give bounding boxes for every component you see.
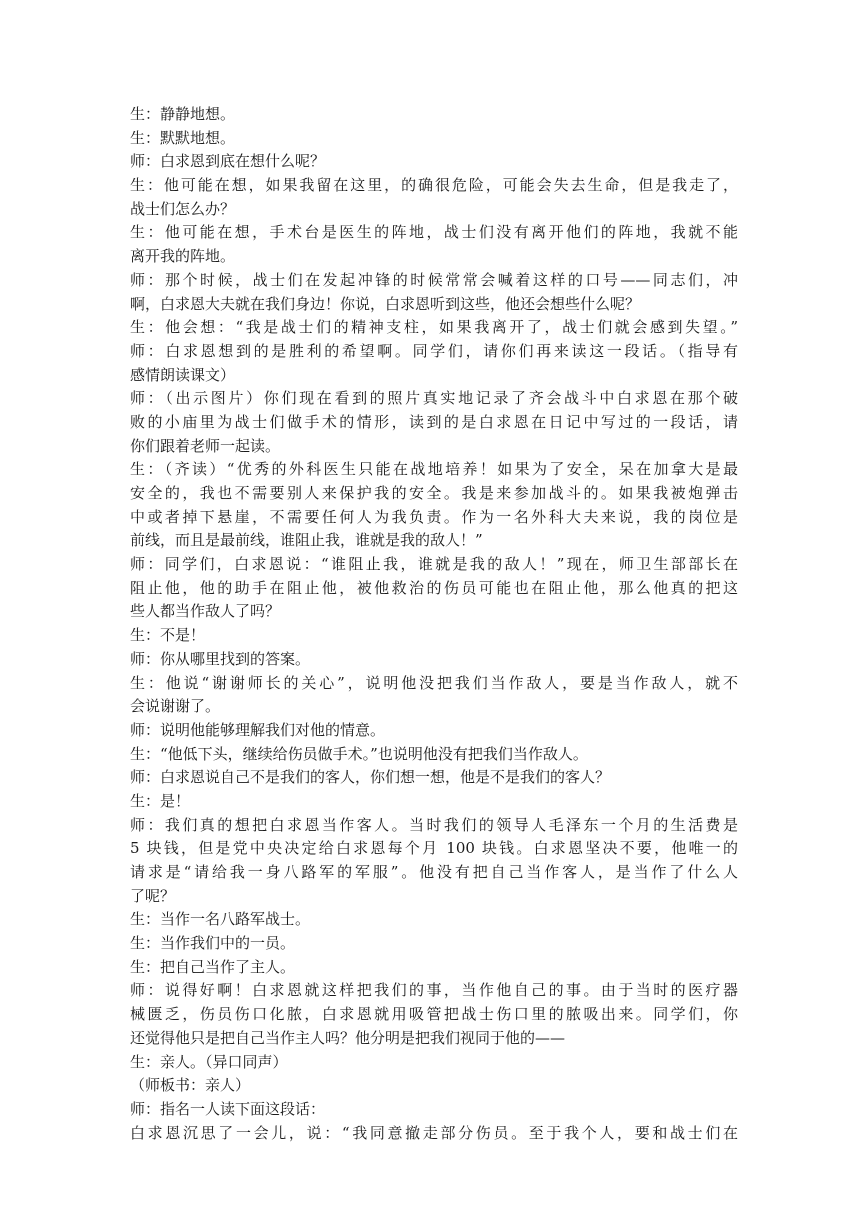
text-line: 离开我的阵地。 (130, 247, 236, 266)
text-line: 生：当作我们中的一员。 (130, 934, 296, 953)
text-line: 安全的，我也不需要别人来保护我的安全。我是来参加战斗的。如果我被炮弹击 (130, 484, 738, 502)
text-line: 生：静静地想。 (130, 105, 236, 123)
text-line: 前线，而且是最前线，谁阻止我，谁就是我的敌人！” (130, 531, 483, 550)
text-line: 生：亲人。（异口同声） (130, 1052, 288, 1071)
text-line: 生：把自己当作了主人。 (130, 957, 296, 976)
text-line: 师：白求恩想到的是胜利的希望啊。同学们，请你们再来读这一段话。（指导有 (130, 341, 738, 360)
text-line: 生：（齐读）“优秀的外科医生只能在战地培养！如果为了安全，呆在加拿大是最 (130, 460, 738, 479)
text-line: 战士们怎么办？ (130, 199, 236, 218)
text-line: 师：说得好啊！白求恩就这样把我们的事，当作他自己的事。由于当时的医疗器 (130, 981, 738, 1000)
text-line: 了呢？ (130, 886, 176, 905)
text-line: 会说谢谢了。 (130, 697, 221, 716)
text-line: 师：说明他能够理解我们对他的情意。 (130, 720, 386, 739)
text-line: 生：当作一名八路军战士。 (130, 910, 311, 929)
text-line: 师：那个时候，战士们在发起冲锋的时候常常会喊着这样的口号——同志们，冲 (130, 270, 738, 289)
document-body (130, 103, 738, 1145)
text-line: 请求是“请给我一身八路军的军服”。他没有把自己当作客人，是当作了什么人 (130, 863, 738, 881)
text-line: 生：他说“谢谢师长的关心”，说明他没把我们当作敌人，要是当作敌人，就不 (130, 673, 738, 692)
text-line: 师：我们真的想把白求恩当作客人。当时我们的领导人毛泽东一个月的生活费是 (130, 815, 738, 834)
text-line: 械匮乏，伤员伤口化脓，白求恩就用吸管把战士伤口里的脓吸出来。同学们，你 (130, 1005, 738, 1024)
text-line: 白求恩沉思了一会儿，说：“我同意撤走部分伤员。至于我个人，要和战士们在 (130, 1123, 738, 1142)
text-line: 阻止他，他的助手在阻止他，被他救治的伤员可能也在阻止他，那么他真的把这 (130, 578, 738, 597)
text-line: 中或者掉下悬崖，不需要任何人为我负责。作为一名外科大夫来说，我的岗位是 (130, 507, 738, 526)
text-line: 5 块钱，但是党中央决定给白求恩每个月 100 块钱。白求恩坚决不要，他唯一的 (130, 839, 738, 858)
text-line: 败的小庙里为战士们做手术的情形，读到的是白求恩在日记中写过的一段话，请 (130, 412, 738, 431)
text-line: 师：同学们，白求恩说：“谁阻止我，谁就是我的敌人！”现在，师卫生部部长在 (130, 555, 738, 574)
text-line: 啊，白求恩大夫就在我们身边！你说，白求恩听到这些，他还会想些什么呢？ (130, 294, 641, 313)
text-line: 师：你从哪里找到的答案。 (130, 649, 311, 668)
text-line: 生：他可能在想，手术台是医生的阵地，战士们没有离开他们的阵地，我就不能 (130, 223, 738, 242)
text-line: 生：不是！ (130, 626, 206, 645)
text-line: （师板书：亲人） (130, 1076, 251, 1095)
text-line: 师：白求恩到底在想什么呢？ (130, 152, 326, 171)
text-line: 师：（出示图片）你们现在看到的照片真实地记录了齐会战斗中白求恩在那个破 (130, 389, 738, 408)
text-line: 生：他可能在想，如果我留在这里，的确很危险，可能会失去生命，但是我走了， (130, 176, 738, 195)
text-line: 还觉得他只是把自己当作主人吗？他分明是把我们视同于他的—— (130, 1028, 566, 1047)
text-line: 感情朗读课文） (130, 365, 236, 384)
text-line: 你们跟着老师一起读。 (130, 436, 281, 455)
text-line: 些人都当作敌人了吗？ (130, 602, 281, 621)
text-line: 师：白求恩说自己不是我们的客人，你们想一想，他是不是我们的客人？ (130, 768, 611, 787)
text-line: 师：指名一人读下面这段话： (130, 1099, 326, 1118)
text-line: 生：是！ (130, 791, 191, 810)
text-line: 生：“他低下头，继续给伤员做手术。”也说明他没有把我们当作敌人。 (130, 744, 588, 763)
text-line: 生：默默地想。 (130, 128, 236, 147)
text-line: 生：他会想：“我是战士们的精神支柱，如果我离开了，战士们就会感到失望。” (130, 318, 738, 337)
